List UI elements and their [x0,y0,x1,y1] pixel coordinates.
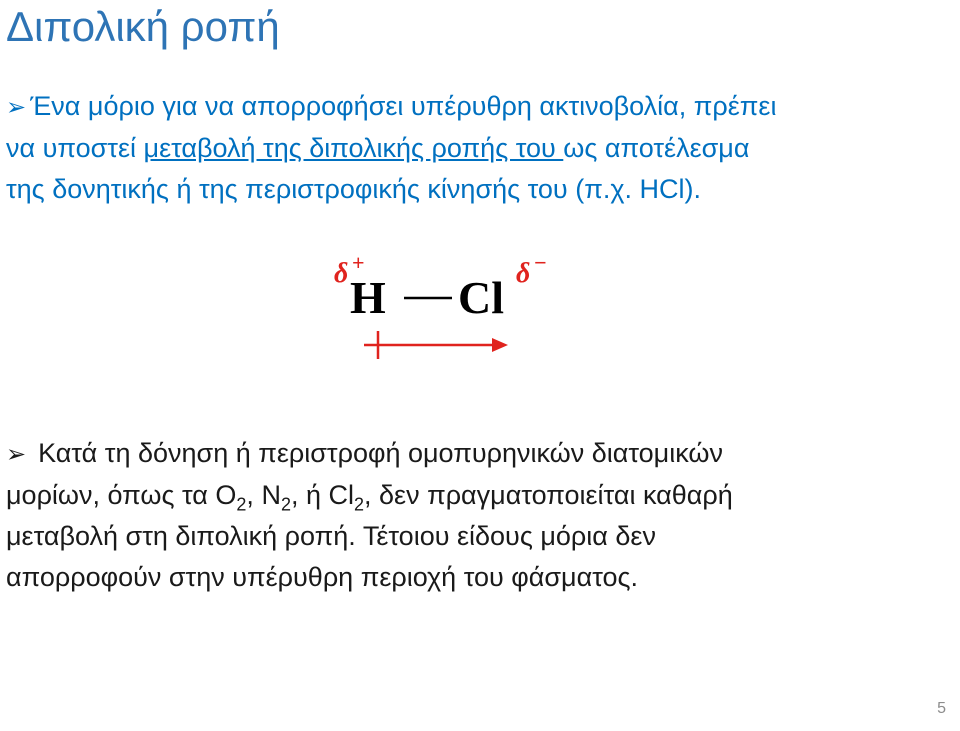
atom-chlorine: Cl [458,272,504,323]
dipole-arrow-head [492,338,508,352]
atom-hydrogen: H [350,272,386,323]
paragraph-dipole-change [6,86,951,210]
molecule-n: N [261,480,281,510]
para1-line1: Ένα μόριο για να απορροφήσει υπέρυθρη ακτινοβολία, πρέπει [30,91,777,121]
paragraph-homonuclear [6,433,951,598]
para2-line4: απορροφούν στην υπέρυθρη περιοχή του φάσματος. [6,562,639,592]
subscript-2: 2 [280,494,291,515]
charge-right-sign: − [534,250,547,275]
para2-line3: μεταβολή στη διπολική ροπή. Τέτοιου είδους μόρια δεν [6,521,656,551]
hcl-dipole-diagram [328,250,568,370]
slide-number: 5 [937,700,946,717]
separator: , [246,480,262,510]
para1-line2-post: ως αποτέλεσμα [563,133,750,163]
charge-left-delta: δ [334,258,349,289]
slide-title: Διπολική ροπή [6,3,280,50]
para1-underlined-phrase: μεταβολή της διπολικής ροπής του [143,133,564,163]
separator-or: , ή [290,480,329,510]
charge-right-delta: δ [516,258,531,289]
para2-line2-end: , δεν πραγματοποιείται καθαρή [364,480,733,510]
arrow-bullet-icon: ➢ [6,441,27,468]
para2-line1: Κατά τη δόνηση ή περιστροφή ομοπυρηνικών διατομικών [38,438,723,468]
para1-line3: της δονητικής ή της περιστροφικής κίνησής του (π.χ. HCl). [6,174,701,204]
para1-line2-pre: να υποστεί [6,133,144,163]
charge-left-sign: + [352,250,365,275]
subscript-2: 2 [353,494,364,515]
para2-line2-start: μορίων, όπως τα [6,480,216,510]
subscript-2: 2 [236,494,247,515]
molecule-o: O [215,480,237,510]
arrow-bullet-icon: ➢ [6,94,27,121]
molecule-cl: Cl [328,480,354,510]
